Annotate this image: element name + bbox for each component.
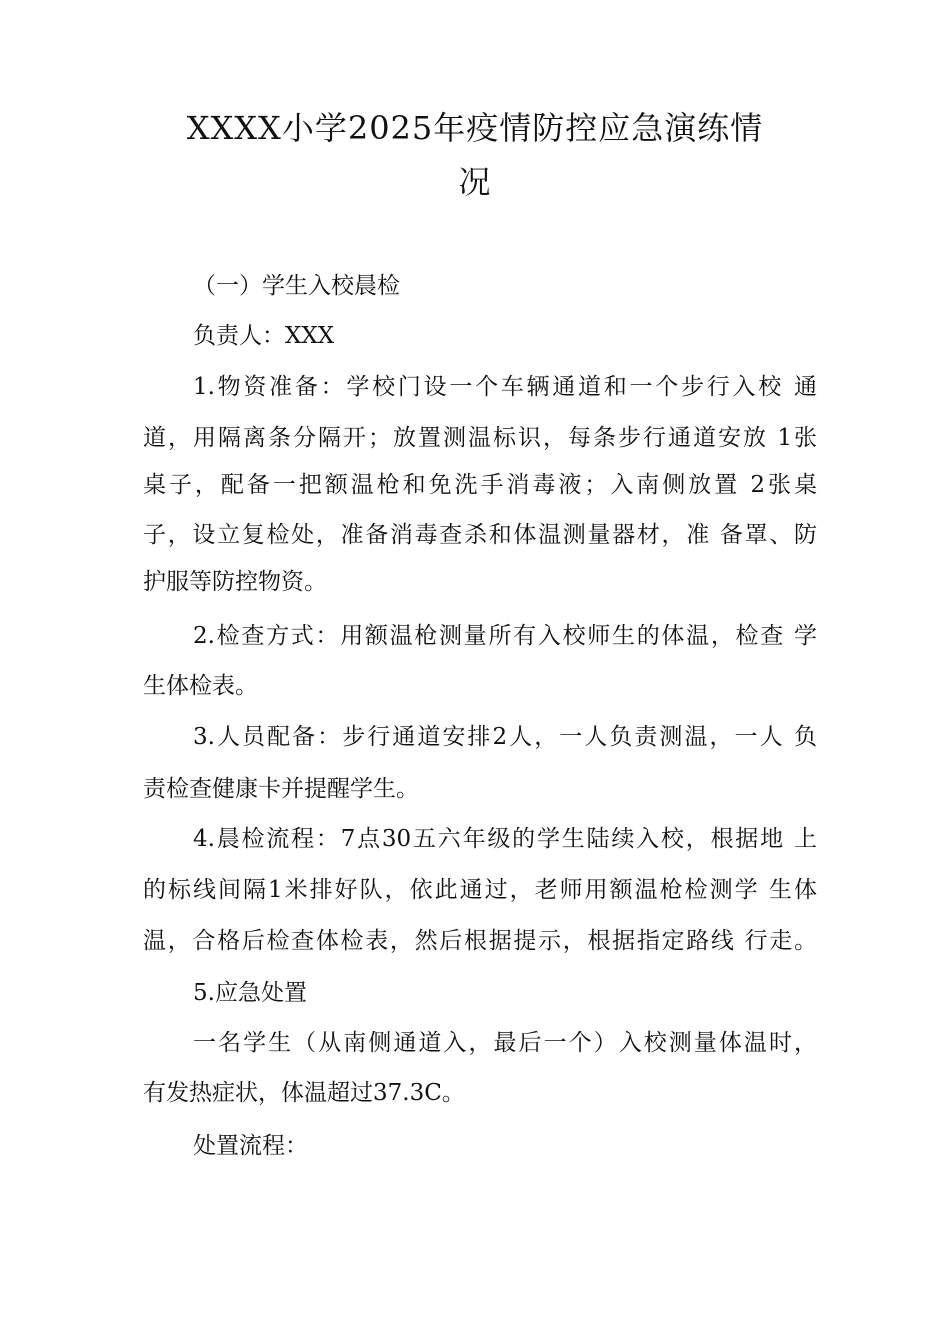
paragraph-4-line-3: 温，合格后检查体检表，然后根据提示，根据指定路线 行走。: [143, 928, 817, 954]
paragraph-6-line-1: 一名学生（从南侧通道入，最后一个）入校测量体温时，: [193, 1030, 817, 1056]
paragraph-6-line-2: 有发热症状，体温超过37.3C。: [143, 1080, 465, 1106]
paragraph-2-line-2: 生体检表。: [143, 673, 258, 699]
paragraph-5-heading: 5.应急处置: [193, 980, 307, 1006]
paragraph-1-line-5: 护服等防控物资。: [143, 569, 327, 595]
paragraph-4-line-2: 的标线间隔1米排好队，依此通过，老师用额温枪检测学 生体: [143, 877, 817, 903]
paragraph-7: 处置流程：: [193, 1133, 308, 1159]
document-title-line-2: 况: [458, 163, 492, 201]
paragraph-1-line-3: 桌子，配备一把额温枪和免洗手消毒液；入南侧放置 2张桌: [143, 472, 817, 498]
paragraph-3-line-1: 3.人员配备：步行通道安排2人，一人负责测温，一人 负: [193, 724, 817, 750]
section-heading: （一）学生入校晨检: [193, 273, 400, 299]
paragraph-4-line-1: 4.晨检流程：7点30五六年级的学生陆续入校，根据地 上: [193, 826, 817, 852]
responsible-person: 负责人：XXX: [193, 323, 335, 349]
document-title-line-1: XXXX小学2025年疫情防控应急演练情: [186, 109, 764, 147]
paragraph-3-line-2: 责检查健康卡并提醒学生。: [143, 776, 419, 802]
paragraph-1-line-4: 子，设立复检处，准备消毒查杀和体温测量器材，准 备罩、防: [143, 522, 817, 548]
paragraph-1-line-2: 道，用隔离条分隔开；放置测温标识，每条步行通道安放 1张: [143, 425, 817, 451]
paragraph-2-line-1: 2.检查方式：用额温枪测量所有入校师生的体温，检查 学: [193, 623, 817, 649]
paragraph-1-line-1: 1.物资准备：学校门设一个车辆通道和一个步行入校 通: [193, 374, 817, 400]
